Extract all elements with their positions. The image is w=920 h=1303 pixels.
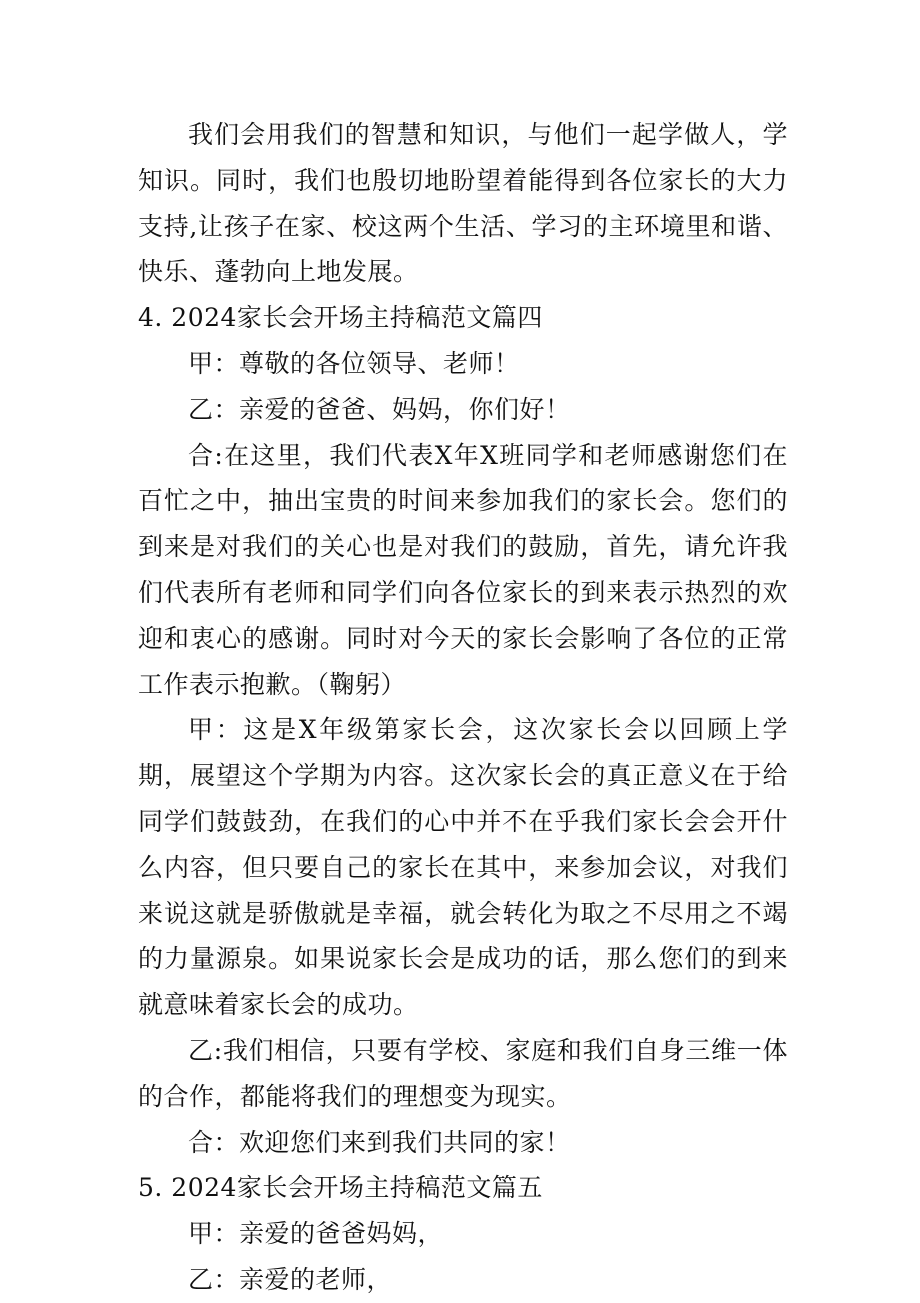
dialogue-line-yi-teachers: 乙：亲爱的老师，: [188, 1264, 393, 1294]
paragraph-intro: 我们会用我们的智慧和知识，与他们一起学做人，学知识。同时，我们也殷切地盼望着能得到各位家长的大力支持,让孩子在家、校这两个生活、学习的主环境里和谐、快乐、蓬勃向上地发展。: [138, 120, 788, 287]
dialogue-line-yi-belief: 乙:我们相信，只要有学校、家庭和我们自身三维一体的合作，都能将我们的理想变为现实。: [138, 1035, 788, 1111]
dialogue-line-jia-greeting: 甲：尊敬的各位领导、老师！: [188, 348, 520, 378]
dialogue-line-he-welcome: 合:在这里，我们代表X年X班同学和老师感谢您们在百忙之中，抽出宝贵的时间来参加我们的家长会。您们的到来是对我们的关心也是对我们的鼓励，首先，请允许我们代表所有老师和同学们向各位家长的到来表示热烈的欢迎和衷心的感谢。同时对今天的家长会影响了各位的正常工作表示抱歉。（鞠躬）: [138, 440, 788, 699]
dialogue-line-he-home: 合：欢迎您们来到我们共同的家！: [188, 1127, 571, 1157]
dialogue-line-jia-parents: 甲：亲爱的爸爸妈妈，: [188, 1219, 444, 1249]
dialogue-line-jia-meeting: 甲：这是X年级第家长会，这次家长会以回顾上学期，展望这个学期为内容。这次家长会的真正意义在于给同学们鼓鼓劲，在我们的心中并不在乎我们家长会会开什么内容，但只要自己的家长在其中，来参加会议，对我们来说这就是骄傲就是幸福，就会转化为取之不尽用之不竭的力量源泉。如果说家长会是成功的话，那么您们的到来就意味着家长会的成功。: [138, 715, 788, 1020]
document-body: [138, 112, 788, 1303]
section-heading-5: 5. 2024家长会开场主持稿范文篇五: [138, 1173, 543, 1203]
dialogue-line-yi-greeting: 乙：亲爱的爸爸、妈妈，你们好！: [188, 394, 571, 424]
section-heading-4: 4. 2024家长会开场主持稿范文篇四: [138, 303, 543, 333]
